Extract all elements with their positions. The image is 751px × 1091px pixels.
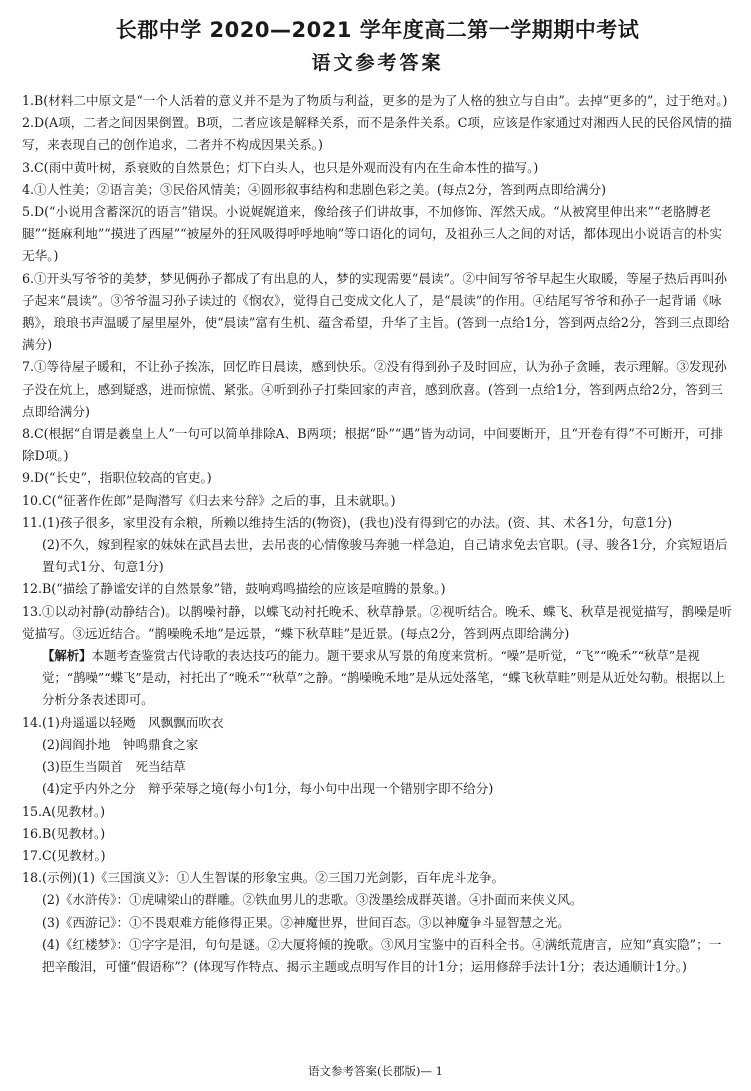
answer-text: (4)《红楼梦》：①字字是泪，句句是谜。②大厦将倾的挽歌。③风月宝鉴中的百科全书。④满纸荒唐言，应知“真实隐”；一把辛酸泪，可懂“假语称”？(体现写作特点、揭示主题或点明写作目的计1分；运用修辞手法计1分；表达通顺计1分。) bbox=[42, 936, 722, 974]
answer-text: (示例)(1)《三国演义》：①人生智谋的形象宝典。②三国刀光剑影，百年虎斗龙争。 bbox=[42, 870, 505, 886]
answer-text: B(材料二中原文是“一个人活着的意义并不是为了物质与利益，更多的是为了人格的独立与自由”。去掉“更多的”，过于绝对。) bbox=[34, 93, 728, 108]
answer-number: 16. bbox=[22, 825, 43, 841]
answer-item bbox=[22, 201, 733, 268]
answer-text: B(“描绘了静谧安详的自然景象”错，鼓响鸡鸣描绘的应该是喧腾的景象。) bbox=[42, 581, 446, 597]
answer-item bbox=[22, 601, 733, 712]
analysis-tag: 【解析】 bbox=[42, 648, 92, 664]
answer-text: ①人性美；②语言美；③民俗风情美；④圆形叙事结构和悲剧色彩之美。(每点2分，答到两点即给满分) bbox=[34, 181, 606, 197]
answer-number: 8. bbox=[22, 426, 35, 442]
answer-text: (2)闾阎扑地 钟鸣鼎食之家 bbox=[42, 736, 199, 752]
answer-text: C(“征著作佐郎”是陶潜写《归去来兮辞》之后的事，且未就职。) bbox=[42, 492, 396, 508]
page-footer: 语文参考答案(长郡版)— 1 bbox=[308, 1064, 443, 1078]
answer-text: C(见教材。) bbox=[42, 847, 106, 863]
answer-text: (2)不久，嫁到程家的妹妹在武昌去世，去吊丧的心情像骏马奔驰一样急迫，自己请求免去官职。(寻、骏各1分，介宾短语后置句式1分、句意1分) bbox=[42, 537, 728, 575]
answer-number: 17. bbox=[22, 847, 43, 863]
answer-item bbox=[22, 356, 733, 423]
answer-item bbox=[22, 90, 733, 112]
answer-item bbox=[22, 867, 733, 978]
answer-text: (1)舟遥遥以轻飏 风飘飘而吹衣 bbox=[42, 714, 224, 730]
answer-text: D(A项，二者之间因果倒置。B项，二者应该是解释关系，而不是条件关系。C项，应该是作家通过对湘西人民的民俗风情的描写，来表现自己的创作追求，二者并不构成因果关系。) bbox=[22, 115, 732, 153]
answer-number: 13. bbox=[22, 603, 43, 619]
answer-number: 12. bbox=[22, 581, 43, 597]
answer-number: 5. bbox=[22, 204, 35, 220]
answer-item bbox=[22, 423, 733, 467]
answer-item bbox=[22, 157, 733, 179]
answer-number: 7. bbox=[22, 359, 35, 375]
answer-text: ①以动衬静(动静结合)。以鹊噪衬静，以蝶飞动衬托晚禾、秋草静景。②视听结合。晚禾、蝶飞、秋草是视觉描写，鹊噪是听觉描写。③远近结合。“鹊噪晚禾地”是远景，“蝶下秋草畦”是近景。(每点2分，答到两点即给满分) bbox=[22, 603, 732, 641]
page-subtitle: 语文参考答案 bbox=[311, 52, 444, 74]
answer-list bbox=[22, 90, 733, 978]
answer-number: 15. bbox=[22, 803, 43, 819]
analysis-text: 本题考查鉴赏古代诗歌的表达技巧的能力。题干要求从写景的角度来赏析。“噪”是听觉，“飞”“晚禾”“秋草”是视觉；“鹊噪”“蝶飞”是动，衬托出了“晚禾”“秋草”之静。“鹊噪晚禾地”是从远处落笔，“蝶飞秋草畦”则是从近处勾勒。根据以上分析分条表述即可。 bbox=[42, 648, 726, 708]
answer-number: 6. bbox=[22, 270, 35, 286]
answer-number: 10. bbox=[22, 492, 43, 508]
answer-text: (4)定乎内外之分 辩乎荣辱之境(每小句1分，每小句中出现一个错别字即不给分) bbox=[42, 781, 494, 797]
answer-item bbox=[22, 823, 733, 845]
answer-text: (3)臣生当陨首 死当结草 bbox=[42, 759, 186, 775]
answer-text: B(见教材。) bbox=[42, 825, 106, 841]
answer-text: C(雨中黄叶树，系衰败的自然景色；灯下白头人，也只是外观而没有内在生命本性的描写。) bbox=[34, 159, 539, 175]
answer-text: D(“长史”，指职位较高的官吏。) bbox=[34, 470, 212, 486]
answer-text: (1)孩子很多，家里没有余粮，所赖以维持生活的(物资)，(我也)没有得到它的办法。(资、其、术各1分，句意1分) bbox=[42, 514, 673, 530]
answer-text: A(见教材。) bbox=[42, 803, 106, 819]
answer-item bbox=[22, 512, 733, 579]
answer-number: 9. bbox=[22, 470, 35, 486]
answer-item bbox=[22, 268, 733, 357]
answer-item bbox=[22, 467, 733, 489]
answer-number: 1. bbox=[22, 93, 35, 108]
analysis-block bbox=[22, 645, 733, 712]
answer-item bbox=[22, 490, 733, 512]
answer-text: ①等待屋子暖和，不让孙子挨冻，回忆昨日晨读，感到快乐。②没有得到孙子及时回应，认为孙子贪睡，表示理解。③发现孙子没在炕上，感到疑惑，进而惊慌、紧张。④听到孙子打柴回家的声音，感到欣喜。(答到一点给1分，答到两点给2分，答到三点即给满分) bbox=[22, 359, 727, 419]
answer-text: D(“小说用含蓄深沉的语言”错误。小说娓娓道来，像给孩子们讲故事，不加修饰、浑然天成。“从被窝里伸出来”“老胳膊老腿”“挺麻利地”“摸进了西屋”“被屋外的狂风吸得呼呼地响”等口语化的词句，及祖孙三人之间的对话，都体现出小说语言的朴实无华。) bbox=[22, 204, 722, 264]
answer-item bbox=[22, 578, 733, 600]
page-title: 长郡中学 2020—2021 学年度高二第一学期期中考试 bbox=[115, 18, 640, 42]
answer-number: 11. bbox=[22, 514, 43, 530]
answer-text: ①开头写爷爷的美梦，梦见俩孙子都成了有出息的人，梦的实现需要“晨读”。②中间写爷爷早起生火取暖，等屋子热后再叫孙子起来“晨读”。③爷爷温习孙子读过的《悯农》，觉得自己变成文化人了，是“晨读”的作用。④结尾写爷爷和孙子一起背诵《咏鹅》，琅琅书声温暖了屋里屋外，使“晨读”富有生机、蕴含希望，升华了主旨。(答到一点给1分，答到两点给2分，答到三点即给满分) bbox=[22, 270, 730, 353]
answer-text: (3)《西游记》：①不畏艰难方能修得正果。②神魔世界，世间百态。③以神魔争斗显智慧之光。 bbox=[42, 914, 570, 930]
answer-text: (2)《水浒传》：①虎啸梁山的群雕。②铁血男儿的悲歌。③泼墨绘成群英谱。④扑面而来侠义风。 bbox=[42, 892, 583, 908]
answer-item bbox=[22, 112, 733, 156]
answer-number: 3. bbox=[22, 159, 35, 175]
answer-number: 4. bbox=[22, 181, 35, 197]
answer-number: 18. bbox=[22, 870, 43, 886]
answer-item bbox=[22, 712, 733, 801]
answer-item bbox=[22, 845, 733, 867]
answer-text: C(根据“自谓是羲皇上人”一句可以简单排除A、B两项；根据“卧”“遇”皆为动词，中间要断开，且“开卷有得”不可断开，可排除D项。) bbox=[22, 426, 723, 464]
answer-item bbox=[22, 801, 733, 823]
answer-item bbox=[22, 179, 733, 201]
answer-number: 14. bbox=[22, 714, 43, 730]
answer-number: 2. bbox=[22, 115, 35, 131]
